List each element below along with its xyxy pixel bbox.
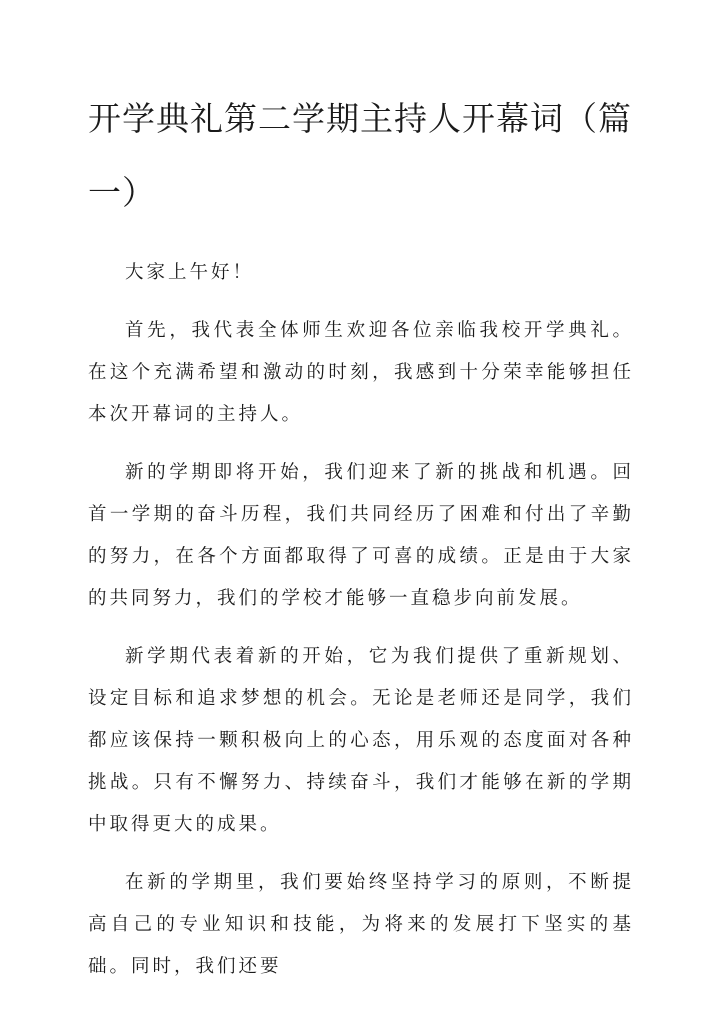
document-body [88, 252, 634, 988]
paragraph-new-semester: 新的学期即将开始，我们迎来了新的挑战和机遇。回首一学期的奋斗历程，我们共同经历了困难和付出了辛勤的努力，在各个方面都取得了可喜的成绩。正是由于大家的共同努力，我们的学校才能够一直稳步向前发展。 [88, 462, 634, 609]
paragraph-greeting: 大家上午好！ [125, 262, 255, 283]
paragraph-new-beginning: 新学期代表着新的开始，它为我们提供了重新规划、设定目标和追求梦想的机会。无论是老师还是同学，我们都应该保持一颗积极向上的心态，用乐观的态度面对各种挑战。只有不懈努力、持续奋斗，我们才能够在新的学期中取得更大的成果。 [88, 646, 634, 835]
paragraph-welcome: 首先，我代表全体师生欢迎各位亲临我校开学典礼。在这个充满希望和激动的时刻，我感到十分荣幸能够担任本次开幕词的主持人。 [88, 320, 634, 425]
paragraph-study-principles: 在新的学期里，我们要始终坚持学习的原则，不断提高自己的专业知识和技能，为将来的发展打下坚实的基础。同时，我们还要 [88, 872, 634, 977]
document-title: 开学典礼第二学期主持人开幕词（篇一） [88, 99, 632, 212]
